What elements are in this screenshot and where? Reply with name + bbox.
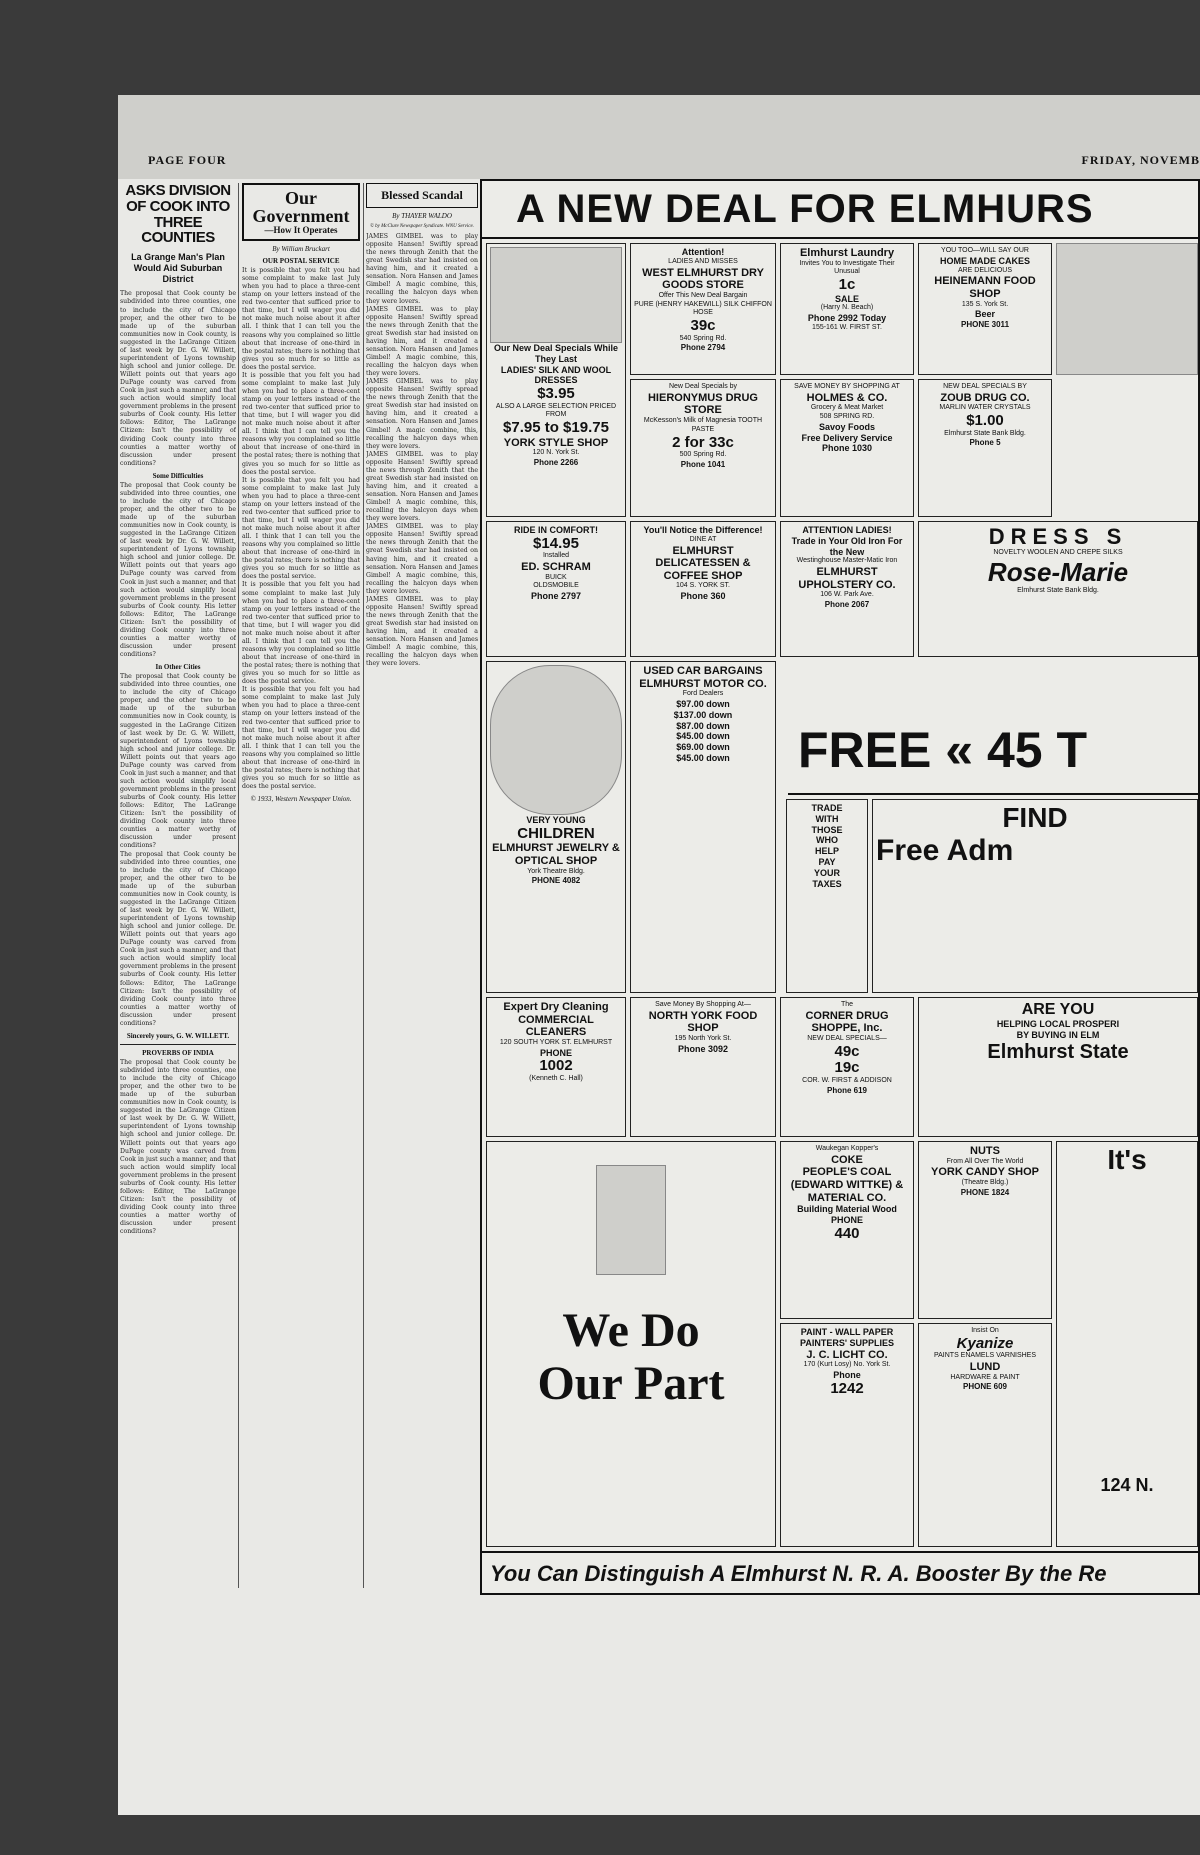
we-do-our-part-panel: We Do Our Part (486, 1141, 776, 1547)
ad-elmhurst-laundry: Elmhurst Laundry Invites You to Investigate Their Unusual 1c SALE (Harry N. Beach) Phone 2992 Today 155-161 W. FIRST ST. (780, 243, 914, 375)
article-blessed-scandal (366, 183, 478, 668)
ad-peoples-coal: Waukegan Kopper's COKE PEOPLE'S COAL (EDWARD WITTKE) & MATERIAL CO. Building Material Wood PHONE 440 (780, 1141, 914, 1319)
article-body: It is possible that you felt you had some complaint to make last July when you had to place a three-cent stamp on your letters instead of the red two-center that sufficed prior to that time, but I will wager you did not make much noise about it after all. I think that I can tell you the reasons why you complained so little about that increase of one-third in the postal rates; there is nothing that gives you so much for so little as does the postal service. (242, 686, 360, 790)
ad-hieronymus-drug: New Deal Specials by HIERONYMUS DRUG STORE McKesson's Milk of Magnesia TOOTH PASTE 2 for 33c 500 Spring Rd. Phone 1041 (630, 379, 776, 517)
headline: ASKS DIVISION OF COOK INTO THREE COUNTIES (125, 183, 231, 247)
page-date: FRIDAY, NOVEMB (1081, 153, 1200, 167)
trade-with-those-panel: TRADE WITH THOSE WHO HELP PAY YOUR TAXES (786, 799, 868, 993)
column-subtitle: —How It Operates (264, 225, 338, 235)
article-body: JAMES GIMBEL was to play opposite Hansen! Swiftly spread the news through Zenith that the great Swedish star had insisted on having him, and it created a sensation. Nora Hansen and James Gimbel! A magic combine, this, recalling the halcyon days when they were lovers. (366, 523, 478, 595)
article-body: JAMES GIMBEL was to play opposite Hansen! Swiftly spread the news through Zenith that the great Swedish star had insisted on having him, and it created a sensation. Nora Hansen and James Gimbel! A magic combine, this, recalling the halcyon days when they were lovers. (366, 233, 478, 305)
free-admission-panel: FIND Free Adm (872, 799, 1198, 993)
deck: La Grange Man's Plan Would Aid Suburban District (131, 252, 225, 284)
article-body: It is possible that you felt you had some complaint to make last July when you had to place a three-cent stamp on your letters instead of the red two-center that sufficed prior to that time, but I will wager you did not make much noise about it after all. I think that I can tell you the reasons why you complained so little about that increase of one-third in the postal rates; there is nothing that gives you so much for so little as does the postal service. (242, 267, 360, 371)
ad-elmhurst-state-bank: ARE YOU HELPING LOCAL PROSPERI BY BUYING IN ELM Elmhurst State (918, 997, 1198, 1137)
column-rule (238, 183, 239, 1588)
child-portrait-illustration (490, 665, 622, 815)
byline: By William Bruckart (272, 245, 330, 253)
advertising-section (480, 179, 1200, 1595)
article-body: The proposal that Cook county be subdivided into three counties, one to include the city of Chicago proper, and the other two to be made up of the suburban communities now in Cook county, is suggested in the LaGrange Citizen of last week by Dr. G. W. Willett, superintendent of Lyons township high school and junior college. Dr. Willett points out that years ago DuPage county was carved from Cook in just such a manner, and that such action would simplify local government problems in the present suburbs of Cook county. His letter follows: Editor, The LaGrange Citizen: Isn't the possibility of dividing Cook county into three counties a matter worthy of discussion under present conditions? (120, 481, 236, 659)
subhead: In Other Cities (155, 663, 201, 672)
ad-west-elmhurst-dry-goods: Attention! LADIES AND MISSES WEST ELMHURST DRY GOODS STORE Offer This New Deal Bargain PURE (HENRY HAKEWILL) SILK CHIFFON HOSE 39c 540 Spring Rd. Phone 2794 (630, 243, 776, 375)
ad-rose-marie-dress-shop: DRESS S NOVELTY WOOLEN AND CREPE SILKS Rose-Marie Elmhurst State Bank Bldg. (918, 521, 1198, 657)
ad-elmhurst-motor: USED CAR BARGAINS ELMHURST MOTOR CO. Ford Dealers $97.00 down $137.00 down $87.00 down $45.00 down $69.00 down $45.00 down (630, 661, 776, 993)
ad-zoub-drug: NEW DEAL SPECIALS BY ZOUB DRUG CO. MARLIN WATER CRYSTALS $1.00 Elmhurst State Bank Bldg. Phone 5 (918, 379, 1052, 517)
article-cook-county (120, 183, 236, 1236)
byline: By THAYER WALDO (392, 212, 452, 220)
ad-banner: A NEW DEAL FOR ELMHURS (482, 181, 1200, 239)
article-our-government (242, 183, 360, 807)
divider (120, 1044, 236, 1045)
article-body: It is possible that you felt you had some complaint to make last July when you had to place a three-cent stamp on your letters instead of the red two-center that sufficed prior to that time, but I will wager you did not make much noise about it after all. I think that I can tell you the reasons why you complained so little about that increase of one-third in the postal rates; there is nothing that gives you so much for so little as does the postal service. (242, 476, 360, 581)
ad-corner-drug-shoppe: The CORNER DRUG SHOPPE, Inc. NEW DEAL SPECIALS— 49c 19c COR. W. FIRST & ADDISON Phone 619 (780, 997, 914, 1137)
article-body: JAMES GIMBEL was to play opposite Hansen! Swiftly spread the news through Zenith that the great Swedish star had insisted on having him, and it created a sensation. Nora Hansen and James Gimbel! A magic combine, this, recalling the halcyon days when they were lovers. (366, 450, 478, 523)
column-header (242, 183, 360, 241)
article-body: JAMES GIMBEL was to play opposite Hansen! Swiftly spread the news through Zenith that the great Swedish star had insisted on having him, and it created a sensation. Nora Hansen and James Gimbel! A magic combine, this, recalling the halcyon days when they were lovers. (366, 305, 478, 378)
article-body: The proposal that Cook county be subdivided into three counties, one to include the city of Chicago proper, and the other two to be made up of the suburban communities now in Cook county, is suggested in the LaGrange Citizen of last week by Dr. G. W. Willett, superintendent of Lyons township high school and junior college. Dr. Willett points out that years ago DuPage county was carved from Cook in just such a manner, and that such action would simplify local government problems in the present suburbs of Cook county. His letter follows: Editor, The LaGrange Citizen: Isn't the possibility of dividing Cook county into three counties a matter worthy of discussion under present conditions? (120, 290, 236, 467)
ad-heinemann-food-shop: YOU TOO—WILL SAY OUR HOME MADE CAKES ARE DELICIOUS HEINEMANN FOOD SHOP 135 S. York St. Beer PHONE 3011 (918, 243, 1052, 375)
subhead: Some Difficulties (152, 471, 204, 480)
newspaper-page (118, 95, 1200, 1815)
credit: © 1933, Western Newspaper Union. (250, 795, 352, 804)
ad-elmhurst-delicatessen: You'll Notice the Difference! DINE AT ELMHURST DELICATESSEN & COFFEE SHOP 104 S. YORK ST. Phone 360 (630, 521, 776, 657)
ad-ed-schram: RIDE IN COMFORT! $14.95 Installed ED. SCHRAM BUICK OLDSMOBILE Phone 2797 (486, 521, 626, 657)
column-title: Our Government (252, 188, 350, 226)
story-title: Blessed Scandal (381, 188, 463, 202)
copyright: © by McClure Newspaper Syndicate. WNU Service. (370, 224, 474, 229)
article-body: It is possible that you felt you had some complaint to make last July when you had to place a three-cent stamp on your letters instead of the red two-center that sufficed prior to that time, but I will wager you did not make much noise about it after all. I think that I can tell you the reasons why you complained so little about that increase of one-third in the postal rates; there is nothing that gives you so much for so little as does the postal service. (242, 371, 360, 476)
ad-york-candy-shop: NUTS From All Over The World YORK CANDY SHOP (Theatre Bldg.) PHONE 1824 (918, 1141, 1052, 1319)
fashion-illustration (490, 247, 622, 343)
ad-elmhurst-upholstery: ATTENTION LADIES! Trade in Your Old Iron For the New Westinghouse Master-Matic Iron ELMHURST UPHOLSTERY CO. 106 W. Park Ave. Phone 2067 (780, 521, 914, 657)
article-body: JAMES GIMBEL was to play opposite Hansen! Swiftly spread the news through Zenith that the great Swedish star had insisted on having him, and it created a sensation. Nora Hansen and James Gimbel! A magic combine, this, recalling the halcyon days when they were lovers. (366, 595, 478, 668)
ad-york-style-shop: Our New Deal Specials While They Last LADIES' SILK AND WOOL DRESSES $3.95 ALSO A LARGE SELECTION PRICED FROM $7.95 to $19.75 YORK STYLE SHOP 120 N. York St. Phone 2266 (486, 243, 626, 517)
ad-commercial-cleaners: Expert Dry Cleaning COMMERCIAL CLEANERS 120 SOUTH YORK ST. ELMHURST PHONE 1002 (Kenneth C. Hall) (486, 997, 626, 1137)
signoff: Sincerely yours, G. W. WILLETT. (126, 1031, 230, 1040)
theater-illustration (1056, 243, 1198, 375)
ad-north-york-food-shop: Save Money By Shopping At— NORTH YORK FOOD SHOP 195 North York St. Phone 3092 (630, 997, 776, 1137)
article-body: The proposal that Cook county be subdivided into three counties, one to include the city of Chicago proper, and the other two to be made up of the suburban communities now in Cook county, is suggested in the LaGrange Citizen of last week by Dr. G. W. Willett, superintendent of Lyons township high school and junior college. Dr. Willett points out that years ago DuPage county was carved from Cook in just such a manner, and that such action would simplify local government problems in the present suburbs of Cook county. His letter follows: Editor, The LaGrange Citizen: Isn't the possibility of dividing Cook county into three counties a matter worthy of discussion under present conditions? (120, 850, 236, 1027)
free-admission-headline: FREE « 45 T (788, 721, 1200, 795)
ad-elmhurst-jewelry-optical: VERY YOUNG CHILDREN ELMHURST JEWELRY & OPTICAL SHOP York Theatre Bldg. PHONE 4082 (486, 661, 626, 993)
ad-lund-hardware: Insist On Kyanize PAINTS ENAMELS VARNISHES LUND HARDWARE & PAINT PHONE 609 (918, 1323, 1052, 1547)
story-header (366, 183, 478, 208)
article-body: It is possible that you felt you had some complaint to make last July when you had to place a three-cent stamp on your letters instead of the red two-center that sufficed prior to that time, but I will wager you did not make much noise about it after all. I think that I can tell you the reasons why you complained so little about that increase of one-third in the postal rates; there is nothing that gives you so much for so little as does the postal service. (242, 581, 360, 686)
article-body: The proposal that Cook county be subdivided into three counties, one to include the city of Chicago proper, and the other two to be made up of the suburban communities now in Cook county, is suggested in the LaGrange Citizen of last week by Dr. G. W. Willett, superintendent of Lyons township high school and junior college. Dr. Willett points out that years ago DuPage county was carved from Cook in just such a manner, and that such action would simplify local government problems in the present suburbs of Cook county. His letter follows: Editor, The LaGrange Citizen: Isn't the possibility of dividing Cook county into three counties a matter worthy of discussion under present conditions? (120, 1058, 236, 1236)
column-rule (363, 183, 364, 1588)
ad-holmes-co: SAVE MONEY BY SHOPPING AT HOLMES & CO. Grocery & Meat Market 508 SPRING RD. Savoy Foods Free Delivery Service Phone 1030 (780, 379, 914, 517)
nra-booster-footer: You Can Distinguish A Elmhurst N. R. A. Booster By the Re (482, 1551, 1200, 1595)
ad-its-panel: It's 124 N. (1056, 1141, 1198, 1547)
article-body: The proposal that Cook county be subdivided into three counties, one to include the city of Chicago proper, and the other two to be made up of the suburban communities now in Cook county, is suggested in the LaGrange Citizen of last week by Dr. G. W. Willett, superintendent of Lyons township high school and junior college. Dr. Willett points out that years ago DuPage county was carved from Cook in just such a manner, and that such action would simplify local government problems in the present suburbs of Cook county. His letter follows: Editor, The LaGrange Citizen: Isn't the possibility of dividing Cook county into three counties a matter worthy of discussion under present conditions? (120, 673, 236, 850)
page-folio: PAGE FOUR (148, 153, 227, 167)
blue-eagle-icon (596, 1165, 666, 1275)
proverbs-title: PROVERBS OF INDIA (142, 1048, 214, 1057)
section-title: OUR POSTAL SERVICE (262, 257, 340, 265)
article-body: JAMES GIMBEL was to play opposite Hansen! Swiftly spread the news through Zenith that the great Swedish star had insisted on having him, and it created a sensation. Nora Hansen and James Gimbel! A magic combine, this, recalling the halcyon days when they were lovers. (366, 378, 478, 450)
ad-jc-licht-co: PAINT - WALL PAPER PAINTERS' SUPPLIES J. C. LICHT CO. 170 (Kurt Losy) No. York St. Phone 1242 (780, 1323, 914, 1547)
page-margin (118, 95, 1200, 179)
